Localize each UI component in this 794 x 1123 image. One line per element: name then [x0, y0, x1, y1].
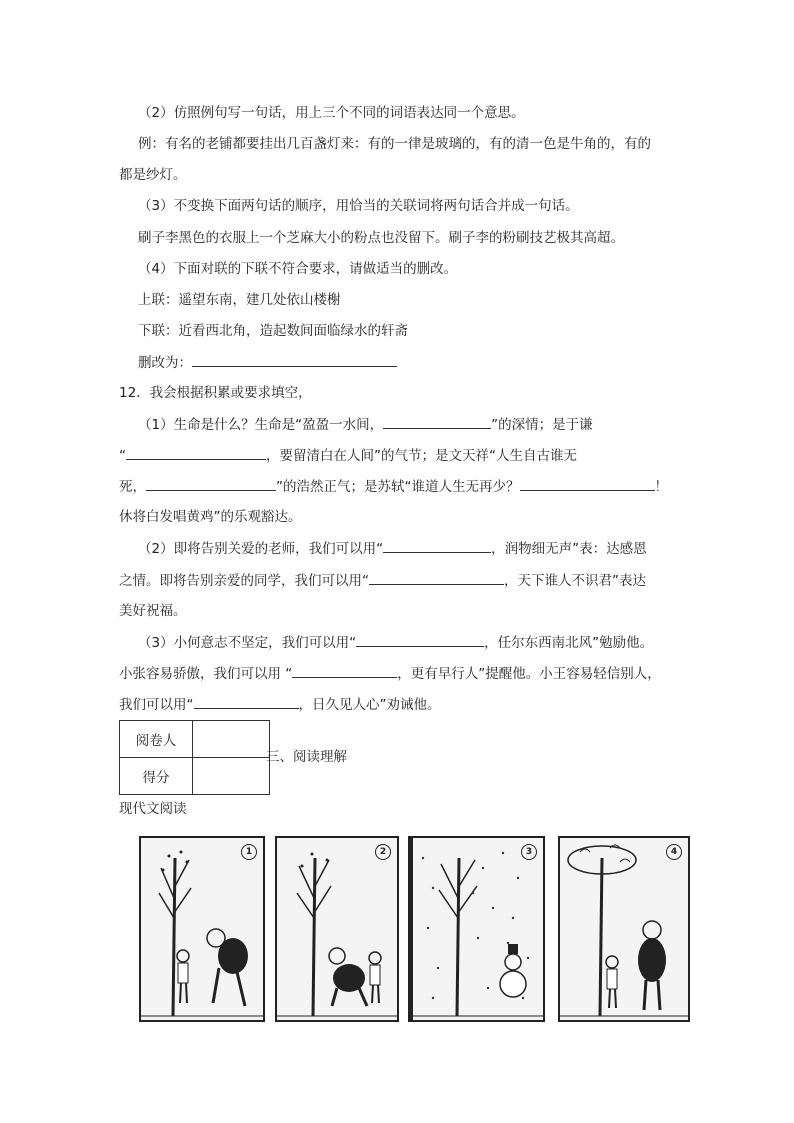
text: 小张容易骄傲，我们可以用 “: [119, 666, 293, 682]
fill-blank[interactable]: [146, 476, 276, 491]
reviewer-cell[interactable]: [193, 721, 270, 758]
score-cell[interactable]: [193, 758, 270, 795]
q12-s2-line1: [138, 538, 647, 559]
reviewer-label: 阅卷人: [120, 721, 193, 758]
q12-s1-line3: [119, 476, 668, 497]
text: ！: [654, 479, 668, 495]
comic-panel-2: [275, 836, 399, 1022]
father-marks-tree-illustration: [277, 838, 397, 1020]
text: 死，: [119, 479, 146, 495]
score-label: 得分: [120, 758, 193, 795]
q11-part2-example: 例：有名的老铺都要挂出几百盏灯来：有的一律是玻璃的，有的清一色是牛角的，有的: [138, 136, 651, 152]
fill-blank[interactable]: [383, 538, 491, 553]
q12-title: 12．我会根据积累或要求填空，: [119, 385, 312, 401]
spring-tree-father-son-illustration: [560, 838, 688, 1020]
q12-s1-line4: 休将白发唱黄鸡”的乐观豁达。: [119, 509, 302, 525]
comic-panel-3: [408, 836, 545, 1022]
q11-part3-title: （3）不变换下面两句话的顺序，用恰当的关联词将两句话合并成一句话。: [138, 198, 579, 214]
text: ，天下谁人不识君”表达: [504, 573, 646, 589]
fill-blank[interactable]: [383, 414, 491, 429]
text: “: [119, 448, 126, 464]
text: ，任尔东西南北风”勉励他。: [484, 635, 654, 651]
panel-number: 1: [241, 844, 257, 860]
q12-s2-line2: [119, 570, 646, 591]
text: ”的深情；是于谦: [491, 417, 593, 433]
comic-panel-1: [139, 836, 265, 1022]
fill-blank[interactable]: [356, 632, 484, 647]
q12-s3-line2: [119, 663, 661, 684]
text: ，润物细无声”表：达感恩: [491, 541, 647, 557]
section-3-title: 三、阅读理解: [266, 749, 347, 765]
snowy-tree-snowman-illustration: [413, 838, 543, 1020]
fill-blank[interactable]: [126, 445, 266, 460]
fill-blank[interactable]: [369, 570, 504, 585]
text: （3）小何意志不坚定，我们可以用“: [138, 635, 357, 651]
fill-blank[interactable]: [292, 663, 397, 678]
panel-number: 3: [521, 844, 537, 860]
panel-number: 2: [375, 844, 391, 860]
q11-part4-lower-couplet: 下联：近看西北角，造起数间面临绿水的轩斋: [138, 323, 408, 339]
q11-part3-text: 刷子李黑色的衣服上一个芝麻大小的粉点也没留下。刷子李的粉刷技艺极其高超。: [138, 230, 624, 246]
text: 我们可以用“: [119, 697, 194, 713]
fill-blank[interactable]: [194, 694, 299, 709]
text: 之情。即将告别亲爱的同学，我们可以用“: [119, 573, 369, 589]
q12-s1-line1: [138, 414, 593, 435]
q12-s3-line3: [119, 694, 441, 715]
text: ，要留清白在人间”的气节；是文天祥“人生自古谁无: [266, 448, 577, 464]
q11-part4-upper-couplet: 上联：遥望东南，建几处依山楼榭: [138, 292, 341, 308]
text: （2）即将告别关爱的老师，我们可以用“: [138, 541, 384, 557]
modern-reading-label: 现代文阅读: [119, 801, 187, 817]
q11-part2-title: （2）仿照例句写一句话，用上三个不同的词语表达同一个意思。: [138, 105, 525, 121]
q12-s3-line1: [138, 632, 653, 653]
q11-part4-title: （4）下面对联的下联不符合要求，请做适当的删改。: [138, 261, 458, 277]
text: ”的浩然正气；是苏轼“谁道人生无再少？: [276, 479, 520, 495]
answer-blank[interactable]: [192, 352, 397, 367]
comic-panel-4: [558, 836, 690, 1022]
panel-number: 4: [666, 844, 682, 860]
q12-s1-line2: [119, 445, 577, 466]
fill-blank[interactable]: [520, 476, 655, 491]
q12-s2-line3: 美好祝福。: [119, 603, 187, 619]
winter-tree-father-son-illustration: [141, 838, 263, 1020]
text: （1）生命是什么？生命是“盈盈一水间，: [138, 417, 384, 433]
q11-part2-example-cont: 都是纱灯。: [119, 167, 187, 183]
q11-part4-answer: [138, 352, 397, 373]
score-table: [119, 720, 270, 795]
text: ，更有早行人”提醒他。小王容易轻信别人，: [397, 666, 661, 682]
answer-label: 删改为：: [138, 355, 192, 371]
text: ，日久见人心”劝诫他。: [298, 697, 441, 713]
